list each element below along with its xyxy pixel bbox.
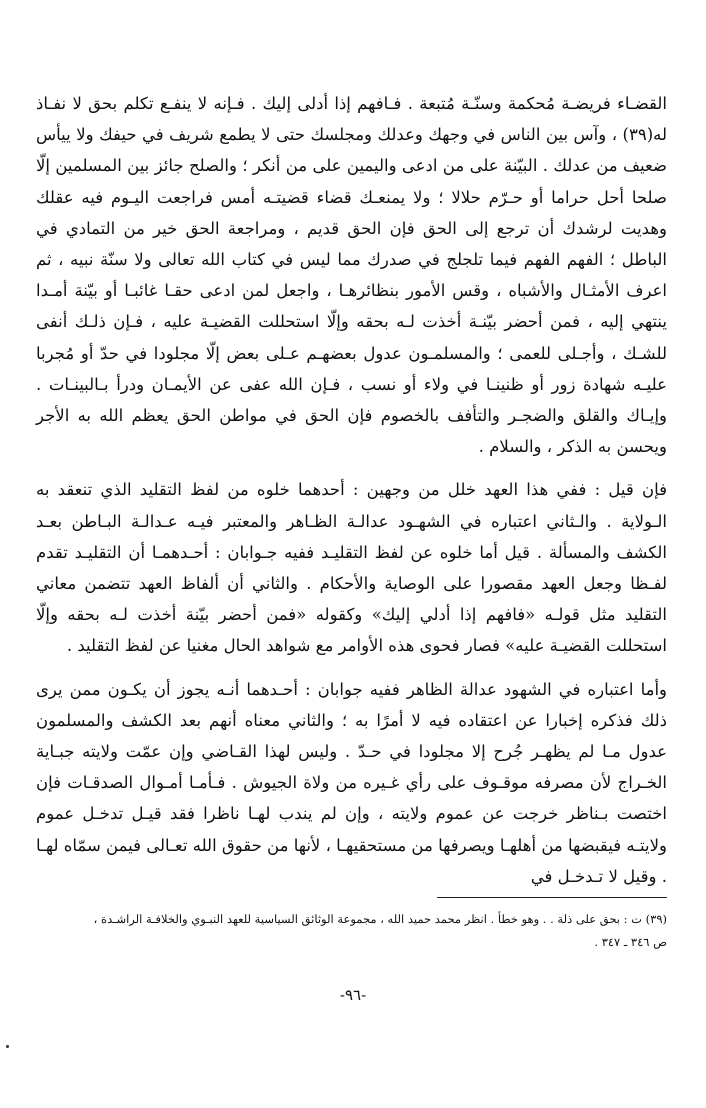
paragraph-witnesses: وأما اعتباره في الشهود عدالة الظاهر ففيه جوابان : أحـدهما أنـه يجوز أن يكـون ممن يرى ذلك فذكره إخبارا عن اعتقاده فيه لا أمرًا به ؛ والثاني معناه أنهم بعد الكشف والمسلمون عدول مـا لم يظهـر جُرح إلا مجلودا في حـدّ . وليس لهذا القـاضي وإن عمّت ولايته جبـاية الخـراج لأن مصرفه موقـوف على رأي غـيره من ولاة الجيوش . فـأمـا أمـوال الصدقـات فإن اختصت بـناظر خرجت عن عموم ولايته ، وإن لم يندب لهـا ناظرا فقد قيـل تدخـل عموم ولايتـه فيقبضها من أهلهـا ويصرفها من مستحقيهـا ، لأنها من حقوق الله تعـالى فيمن سمّاه لهـا . وقيل لا تـدخـل في <box>36 679 667 886</box>
footnotes <box>36 908 667 954</box>
footnote-divider <box>437 897 667 898</box>
paragraph-omar-letter: القضـاء فريضـة مُحكمة وسنّـة مُتبعة . فـافهم إذا أدلى إليك . فـإنه لا ينفـع تكلم بحق لا نفـاذ له(٣٩) ، وآس بين الناس في وجهك وعدلك ومجلسك حتى لا يطمع شريف في حيفك ولا ييأس ضعيف من عدلك . البيّنة على من ادعى واليمين على من أنكر ؛ والصلح جائز بين المسلمين إلّا صلحا أحل حراما أو حـرّم حلالا ؛ ولا يمنعـك قضاء قضيتـه أمس فراجعت اليـوم فيه عقلك وهديت لرشدك أن ترجع إلى الحق فإن الحق قديم ، ومراجعة الحق خير من التمادي في الباطل ؛ الفهم الفهم فيما تلجلج في صدرك مما ليس في كتاب الله تعالى ولا سنّة نبيه ، ثم اعرف الأمثـال والأشباه ، وقس الأمور بنظائرهـا ، واجعل لمن ادعى حقـا غائبـا أو بيّنة أمـدا ينتهي إليه ، فمن أحضر بيّنـة أخذت لـه بحقه وإلّا استحللت القضيـة عليه ، فـإن ذلـك أنفى للشـك ، وأجـلى للعمى ؛ والمسلمـون عدول بعضهـم عـلى بعض إلّا مجلودا في حدّ أو مُجربا عليـه شهادة زور أو ظنينـا في ولاء أو نسب ، فـإن الله عفى عن الأيمـان ودرأ بـالبينـات . وإيـاك والقلق والضجـر والتأفف بالخصوم فإن الحق في مواطن الحق يعظم الله به الأجر ويحسن به الذكر ، والسلام . <box>36 94 667 457</box>
page-number: -٩٦- <box>339 986 367 1004</box>
footnote-39-pages: ص ٣٤٦ ـ ٣٤٧ . <box>594 935 667 949</box>
main-text <box>36 88 667 892</box>
scan-speck <box>6 1045 9 1048</box>
paragraph-objection: فإن قيل : ففي هذا العهد خلل من وجهين : أحدهما خلوه من لفظ التقليد الذي تنعقد به الـولاية . والـثاني اعتباره في الشهـود عدالـة الظـاهر والمعتبر فيـه عـدالـة البـاطن بعـد الكشف والمسألة . قيل أما خلوه عن لفظ التقليـد ففيه جـوابان : أحـدهمـا أن التقليـد تقدم لفـظا وجعل العهد مقصورا على الوصاية والأحكام . والثاني أن ألفاظ العهد تتضمن معاني التقليد مثل قولـه «فافهم إذا أدلي إليك» وكقوله «فمن أحضر بيّنة أخذت لـه بحقه وإلّا استحللت القضيـة عليه» فصار فحوى هذه الأوامر مع شواهد الحال مغنيا عن لفظ التقليد . <box>36 480 667 656</box>
footnote-39: (٣٩) ت : بحق على ذلة . . وهو خطأ . انظر محمد حميد الله ، مجموعة الوثائق السياسية للعهد النبـوي والخلافـة الراشـدة ، <box>93 912 667 926</box>
